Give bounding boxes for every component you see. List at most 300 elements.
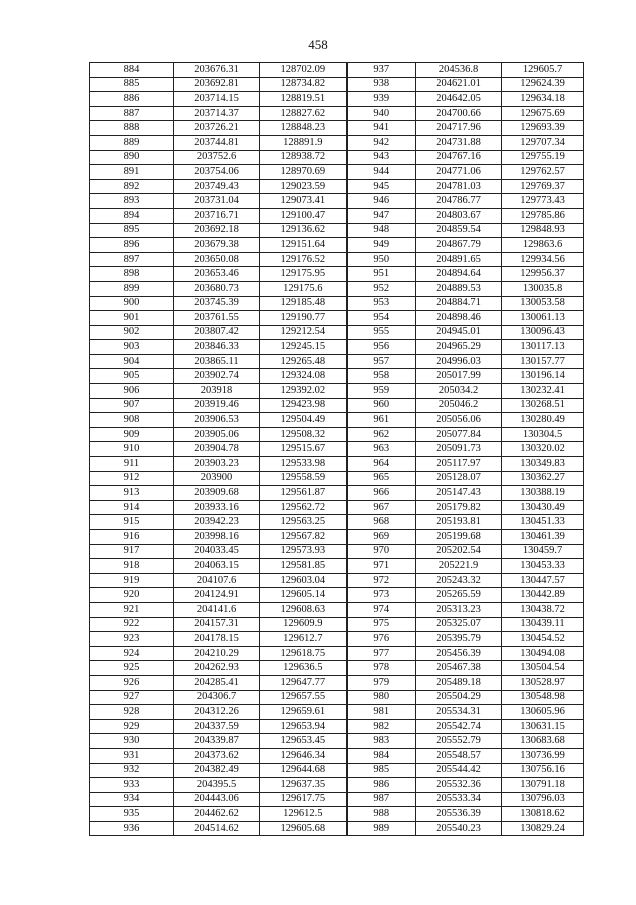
table-row [90,792,584,807]
point-number-cell: 885 [90,77,174,92]
y-coordinate-cell: 129644.68 [260,763,347,778]
y-coordinate-cell: 130320.02 [502,442,584,457]
point-number-cell: 891 [90,165,174,180]
table-row [90,369,584,384]
x-coordinate-cell: 205532.36 [416,778,502,793]
x-coordinate-cell: 204731.88 [416,135,502,150]
y-coordinate-cell: 129175.95 [260,267,347,282]
point-number-cell: 980 [347,690,416,705]
y-coordinate-cell: 128819.51 [260,92,347,107]
table-row [90,179,584,194]
x-coordinate-cell: 205128.07 [416,471,502,486]
x-coordinate-cell: 204996.03 [416,354,502,369]
point-number-cell: 917 [90,544,174,559]
point-number-cell: 949 [347,238,416,253]
x-coordinate-cell: 205489.18 [416,675,502,690]
point-number-cell: 924 [90,646,174,661]
table-row [90,150,584,165]
y-coordinate-cell: 129848.93 [502,223,584,238]
x-coordinate-cell: 204884.71 [416,296,502,311]
table-row [90,223,584,238]
y-coordinate-cell: 129762.57 [502,165,584,180]
table-row [90,573,584,588]
coordinates-table-body [90,63,584,836]
table-row [90,106,584,121]
y-coordinate-cell: 130061.13 [502,311,584,326]
y-coordinate-cell: 130035.8 [502,281,584,296]
y-coordinate-cell: 128702.09 [260,63,347,78]
table-row [90,252,584,267]
x-coordinate-cell: 205456.39 [416,646,502,661]
table-row [90,748,584,763]
y-coordinate-cell: 129508.32 [260,427,347,442]
x-coordinate-cell: 203752.6 [174,150,260,165]
x-coordinate-cell: 205179.82 [416,500,502,515]
x-coordinate-cell: 204262.93 [174,661,260,676]
x-coordinate-cell: 205542.74 [416,719,502,734]
point-number-cell: 938 [347,77,416,92]
page-number: 458 [308,37,328,52]
point-number-cell: 940 [347,106,416,121]
point-number-cell: 973 [347,588,416,603]
table-row [90,500,584,515]
x-coordinate-cell: 205534.31 [416,705,502,720]
x-coordinate-cell: 205117.97 [416,457,502,472]
y-coordinate-cell: 130349.83 [502,457,584,472]
table-row [90,471,584,486]
x-coordinate-cell: 203731.04 [174,194,260,209]
x-coordinate-cell: 205467.38 [416,661,502,676]
y-coordinate-cell: 129612.5 [260,807,347,822]
point-number-cell: 984 [347,748,416,763]
table-row [90,778,584,793]
x-coordinate-cell: 204965.29 [416,340,502,355]
x-coordinate-cell: 204210.29 [174,646,260,661]
point-number-cell: 914 [90,500,174,515]
x-coordinate-cell: 204395.5 [174,778,260,793]
x-coordinate-cell: 204803.67 [416,208,502,223]
point-number-cell: 897 [90,252,174,267]
table-row [90,281,584,296]
table-row [90,77,584,92]
x-coordinate-cell: 203998.16 [174,530,260,545]
x-coordinate-cell: 205243.32 [416,573,502,588]
table-row [90,311,584,326]
x-coordinate-cell: 203900 [174,471,260,486]
point-number-cell: 884 [90,63,174,78]
x-coordinate-cell: 203650.08 [174,252,260,267]
point-number-cell: 951 [347,267,416,282]
x-coordinate-cell: 205193.81 [416,515,502,530]
point-number-cell: 962 [347,427,416,442]
point-number-cell: 942 [347,135,416,150]
point-number-cell: 933 [90,778,174,793]
table-row [90,354,584,369]
y-coordinate-cell: 129175.6 [260,281,347,296]
point-number-cell: 953 [347,296,416,311]
y-coordinate-cell: 130453.33 [502,559,584,574]
table-row [90,194,584,209]
x-coordinate-cell: 205313.23 [416,602,502,617]
y-coordinate-cell: 130494.08 [502,646,584,661]
y-coordinate-cell: 130388.19 [502,486,584,501]
x-coordinate-cell: 203716.71 [174,208,260,223]
x-coordinate-cell: 204859.54 [416,223,502,238]
y-coordinate-cell: 129609.9 [260,617,347,632]
y-coordinate-cell: 130791.18 [502,778,584,793]
point-number-cell: 890 [90,150,174,165]
x-coordinate-cell: 204462.62 [174,807,260,822]
y-coordinate-cell: 129624.39 [502,77,584,92]
y-coordinate-cell: 130451.33 [502,515,584,530]
y-coordinate-cell: 129653.45 [260,734,347,749]
point-number-cell: 902 [90,325,174,340]
y-coordinate-cell: 130442.89 [502,588,584,603]
point-number-cell: 916 [90,530,174,545]
y-coordinate-cell: 130454.52 [502,632,584,647]
y-coordinate-cell: 129769.37 [502,179,584,194]
y-coordinate-cell: 130548.98 [502,690,584,705]
x-coordinate-cell: 204786.77 [416,194,502,209]
x-coordinate-cell: 203903.23 [174,457,260,472]
x-coordinate-cell: 203679.38 [174,238,260,253]
x-coordinate-cell: 205034.2 [416,384,502,399]
point-number-cell: 970 [347,544,416,559]
point-number-cell: 941 [347,121,416,136]
y-coordinate-cell: 130438.72 [502,602,584,617]
point-number-cell: 925 [90,661,174,676]
x-coordinate-cell: 205221.9 [416,559,502,574]
point-number-cell: 956 [347,340,416,355]
table-row [90,121,584,136]
y-coordinate-cell: 129612.7 [260,632,347,647]
table-row [90,325,584,340]
x-coordinate-cell: 203744.81 [174,135,260,150]
y-coordinate-cell: 129647.77 [260,675,347,690]
x-coordinate-cell: 204771.06 [416,165,502,180]
x-coordinate-cell: 205544.42 [416,763,502,778]
y-coordinate-cell: 129245.15 [260,340,347,355]
table-row [90,675,584,690]
y-coordinate-cell: 129785.86 [502,208,584,223]
x-coordinate-cell: 205147.43 [416,486,502,501]
y-coordinate-cell: 129423.98 [260,398,347,413]
point-number-cell: 978 [347,661,416,676]
y-coordinate-cell: 130459.7 [502,544,584,559]
point-number-cell: 908 [90,413,174,428]
point-number-cell: 988 [347,807,416,822]
y-coordinate-cell: 130829.24 [502,821,584,836]
y-coordinate-cell: 128891.9 [260,135,347,150]
table-row [90,92,584,107]
y-coordinate-cell: 129581.85 [260,559,347,574]
point-number-cell: 886 [90,92,174,107]
table-row [90,559,584,574]
x-coordinate-cell: 204443.06 [174,792,260,807]
point-number-cell: 985 [347,763,416,778]
point-number-cell: 954 [347,311,416,326]
y-coordinate-cell: 130362.27 [502,471,584,486]
y-coordinate-cell: 129185.48 [260,296,347,311]
point-number-cell: 915 [90,515,174,530]
x-coordinate-cell: 204124.91 [174,588,260,603]
y-coordinate-cell: 129773.43 [502,194,584,209]
x-coordinate-cell: 204312.26 [174,705,260,720]
x-coordinate-cell: 203905.06 [174,427,260,442]
y-coordinate-cell: 130096.43 [502,325,584,340]
point-number-cell: 952 [347,281,416,296]
point-number-cell: 968 [347,515,416,530]
point-number-cell: 964 [347,457,416,472]
x-coordinate-cell: 203904.78 [174,442,260,457]
point-number-cell: 979 [347,675,416,690]
y-coordinate-cell: 129392.02 [260,384,347,399]
table-row [90,442,584,457]
y-coordinate-cell: 129504.49 [260,413,347,428]
x-coordinate-cell: 204285.41 [174,675,260,690]
point-number-cell: 987 [347,792,416,807]
y-coordinate-cell: 129608.63 [260,602,347,617]
y-coordinate-cell: 129693.39 [502,121,584,136]
y-coordinate-cell: 130430.49 [502,500,584,515]
point-number-cell: 893 [90,194,174,209]
table-row [90,165,584,180]
x-coordinate-cell: 203906.53 [174,413,260,428]
x-coordinate-cell: 204717.96 [416,121,502,136]
table-row [90,427,584,442]
x-coordinate-cell: 204767.16 [416,150,502,165]
point-number-cell: 913 [90,486,174,501]
point-number-cell: 969 [347,530,416,545]
y-coordinate-cell: 129603.04 [260,573,347,588]
table-row [90,544,584,559]
point-number-cell: 894 [90,208,174,223]
x-coordinate-cell: 203865.11 [174,354,260,369]
x-coordinate-cell: 204894.64 [416,267,502,282]
x-coordinate-cell: 204514.62 [174,821,260,836]
point-number-cell: 965 [347,471,416,486]
table-row [90,530,584,545]
x-coordinate-cell: 203726.21 [174,121,260,136]
x-coordinate-cell: 204536.8 [416,63,502,78]
y-coordinate-cell: 128970.69 [260,165,347,180]
point-number-cell: 906 [90,384,174,399]
x-coordinate-cell: 204063.15 [174,559,260,574]
y-coordinate-cell: 128938.72 [260,150,347,165]
table-row [90,296,584,311]
point-number-cell: 946 [347,194,416,209]
point-number-cell: 896 [90,238,174,253]
x-coordinate-cell: 203653.46 [174,267,260,282]
table-row [90,398,584,413]
table-row [90,646,584,661]
x-coordinate-cell: 203807.42 [174,325,260,340]
point-number-cell: 910 [90,442,174,457]
x-coordinate-cell: 203919.46 [174,398,260,413]
y-coordinate-cell: 128734.82 [260,77,347,92]
point-number-cell: 898 [90,267,174,282]
x-coordinate-cell: 203846.33 [174,340,260,355]
x-coordinate-cell: 204898.46 [416,311,502,326]
point-number-cell: 899 [90,281,174,296]
point-number-cell: 918 [90,559,174,574]
x-coordinate-cell: 204382.49 [174,763,260,778]
y-coordinate-cell: 129646.34 [260,748,347,763]
table-row [90,413,584,428]
y-coordinate-cell: 129675.69 [502,106,584,121]
table-row [90,486,584,501]
x-coordinate-cell: 204178.15 [174,632,260,647]
x-coordinate-cell: 205199.68 [416,530,502,545]
table-row [90,807,584,822]
y-coordinate-cell: 129533.98 [260,457,347,472]
point-number-cell: 958 [347,369,416,384]
table-row [90,632,584,647]
y-coordinate-cell: 130504.54 [502,661,584,676]
y-coordinate-cell: 130268.51 [502,398,584,413]
table-row [90,340,584,355]
point-number-cell: 926 [90,675,174,690]
y-coordinate-cell: 129956.37 [502,267,584,282]
point-number-cell: 928 [90,705,174,720]
y-coordinate-cell: 130528.97 [502,675,584,690]
x-coordinate-cell: 203692.81 [174,77,260,92]
y-coordinate-cell: 129605.68 [260,821,347,836]
table-row [90,238,584,253]
point-number-cell: 935 [90,807,174,822]
y-coordinate-cell: 130280.49 [502,413,584,428]
y-coordinate-cell: 129707.34 [502,135,584,150]
table-row [90,208,584,223]
x-coordinate-cell: 204642.05 [416,92,502,107]
y-coordinate-cell: 129324.08 [260,369,347,384]
y-coordinate-cell: 129562.72 [260,500,347,515]
y-coordinate-cell: 130818.62 [502,807,584,822]
point-number-cell: 911 [90,457,174,472]
point-number-cell: 945 [347,179,416,194]
table-row [90,734,584,749]
y-coordinate-cell: 129515.67 [260,442,347,457]
point-number-cell: 955 [347,325,416,340]
x-coordinate-cell: 203942.23 [174,515,260,530]
x-coordinate-cell: 204337.59 [174,719,260,734]
x-coordinate-cell: 203918 [174,384,260,399]
table-row [90,763,584,778]
point-number-cell: 901 [90,311,174,326]
point-number-cell: 895 [90,223,174,238]
point-number-cell: 961 [347,413,416,428]
y-coordinate-cell: 129863.6 [502,238,584,253]
x-coordinate-cell: 204867.79 [416,238,502,253]
x-coordinate-cell: 205536.39 [416,807,502,822]
x-coordinate-cell: 203754.06 [174,165,260,180]
point-number-cell: 986 [347,778,416,793]
point-number-cell: 937 [347,63,416,78]
point-number-cell: 948 [347,223,416,238]
x-coordinate-cell: 205552.79 [416,734,502,749]
point-number-cell: 921 [90,602,174,617]
table-row [90,135,584,150]
point-number-cell: 923 [90,632,174,647]
point-number-cell: 919 [90,573,174,588]
x-coordinate-cell: 203680.73 [174,281,260,296]
point-number-cell: 944 [347,165,416,180]
y-coordinate-cell: 129265.48 [260,354,347,369]
point-number-cell: 966 [347,486,416,501]
point-number-cell: 971 [347,559,416,574]
x-coordinate-cell: 203714.37 [174,106,260,121]
y-coordinate-cell: 129637.35 [260,778,347,793]
x-coordinate-cell: 203761.55 [174,311,260,326]
x-coordinate-cell: 205046.2 [416,398,502,413]
y-coordinate-cell: 130157.77 [502,354,584,369]
x-coordinate-cell: 205091.73 [416,442,502,457]
point-number-cell: 947 [347,208,416,223]
x-coordinate-cell: 204157.31 [174,617,260,632]
y-coordinate-cell: 129190.77 [260,311,347,326]
point-number-cell: 960 [347,398,416,413]
x-coordinate-cell: 205533.34 [416,792,502,807]
y-coordinate-cell: 130117.13 [502,340,584,355]
x-coordinate-cell: 204621.01 [416,77,502,92]
y-coordinate-cell: 130196.14 [502,369,584,384]
x-coordinate-cell: 203933.16 [174,500,260,515]
point-number-cell: 957 [347,354,416,369]
y-coordinate-cell: 129176.52 [260,252,347,267]
table-row [90,821,584,836]
point-number-cell: 976 [347,632,416,647]
y-coordinate-cell: 130447.57 [502,573,584,588]
x-coordinate-cell: 205540.23 [416,821,502,836]
y-coordinate-cell: 130683.68 [502,734,584,749]
y-coordinate-cell: 130756.16 [502,763,584,778]
point-number-cell: 967 [347,500,416,515]
point-number-cell: 889 [90,135,174,150]
y-coordinate-cell: 129605.14 [260,588,347,603]
y-coordinate-cell: 129659.61 [260,705,347,720]
point-number-cell: 888 [90,121,174,136]
table-row [90,705,584,720]
point-number-cell: 981 [347,705,416,720]
x-coordinate-cell: 203714.15 [174,92,260,107]
y-coordinate-cell: 129934.56 [502,252,584,267]
x-coordinate-cell: 204141.6 [174,602,260,617]
x-coordinate-cell: 205395.79 [416,632,502,647]
x-coordinate-cell: 204781.03 [416,179,502,194]
x-coordinate-cell: 205056.06 [416,413,502,428]
point-number-cell: 977 [347,646,416,661]
y-coordinate-cell: 130304.5 [502,427,584,442]
point-number-cell: 900 [90,296,174,311]
x-coordinate-cell: 205548.57 [416,748,502,763]
y-coordinate-cell: 130631.15 [502,719,584,734]
point-number-cell: 905 [90,369,174,384]
x-coordinate-cell: 204373.62 [174,748,260,763]
x-coordinate-cell: 204339.87 [174,734,260,749]
y-coordinate-cell: 129561.87 [260,486,347,501]
x-coordinate-cell: 203745.39 [174,296,260,311]
y-coordinate-cell: 129605.7 [502,63,584,78]
y-coordinate-cell: 129653.94 [260,719,347,734]
point-number-cell: 909 [90,427,174,442]
x-coordinate-cell: 204700.66 [416,106,502,121]
y-coordinate-cell: 129657.55 [260,690,347,705]
point-number-cell: 912 [90,471,174,486]
point-number-cell: 959 [347,384,416,399]
point-number-cell: 920 [90,588,174,603]
x-coordinate-cell: 204891.65 [416,252,502,267]
y-coordinate-cell: 130439.11 [502,617,584,632]
